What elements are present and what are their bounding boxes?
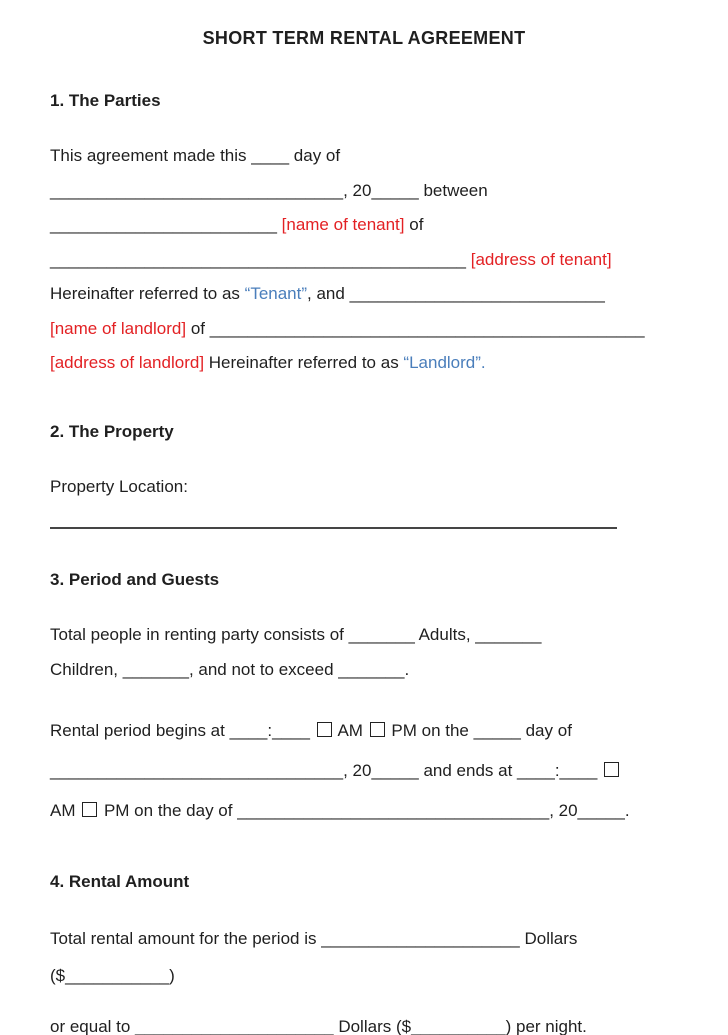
section <box>50 871 678 1035</box>
document-body <box>50 90 678 1035</box>
paragraph <box>50 470 678 505</box>
section-heading: 2. The Property <box>50 421 174 441</box>
text-run: _______________________________, 20_____ and ends at ____:____ <box>50 761 603 780</box>
form-line <box>50 618 678 653</box>
section <box>50 90 678 381</box>
paragraph <box>50 711 678 831</box>
placeholder-text: [name of landlord] <box>50 318 187 338</box>
document-title: SHORT TERM RENTAL AGREEMENT <box>202 28 526 48</box>
paragraph <box>50 527 678 529</box>
checkbox-icon[interactable] <box>317 722 332 737</box>
form-line <box>50 711 678 751</box>
placeholder-text: [address of tenant] <box>470 249 612 269</box>
text-run: AM <box>50 801 81 820</box>
text-run: ($___________) <box>50 966 175 985</box>
text-run: Total rental amount for the period is _____________________ Dollars <box>50 929 578 948</box>
paragraph <box>50 618 678 687</box>
paragraph <box>50 1008 678 1035</box>
defined-term: “Landlord”. <box>403 353 486 372</box>
fill-in-line-rule <box>50 527 617 529</box>
defined-term: “Tenant” <box>244 284 308 303</box>
text-run: Rental period begins at ____:____ <box>50 721 315 740</box>
form-line <box>50 312 678 347</box>
text-run: PM on the _____ day of <box>386 721 572 740</box>
text-run: This agreement made this ____ day of <box>50 146 341 165</box>
text-run: Children, _______, and not to exceed _______. <box>50 659 410 679</box>
text-run: ________________________ <box>50 215 282 234</box>
text-run: or equal to _____________________ Dollars ($__________) per night. <box>50 1017 587 1035</box>
form-line <box>50 751 678 791</box>
form-line <box>50 346 678 381</box>
form-line <box>50 920 678 957</box>
checkbox-icon[interactable] <box>370 722 385 737</box>
section-heading: 1. The Parties <box>50 91 161 110</box>
form-line <box>50 277 678 312</box>
form-line <box>50 208 678 243</box>
checkbox-icon[interactable] <box>82 802 97 817</box>
text-run: Hereinafter referred to as <box>204 353 404 372</box>
text-run: Property Location: <box>50 476 188 496</box>
section <box>50 421 678 530</box>
form-line <box>50 243 678 278</box>
text-run: AM <box>333 721 368 740</box>
form-line <box>50 791 678 831</box>
section <box>50 569 678 831</box>
checkbox-icon[interactable] <box>604 762 619 777</box>
text-run: , and ___________________________ <box>307 284 605 303</box>
paragraph <box>50 139 678 381</box>
section-heading: 3. Period and Guests <box>50 570 220 589</box>
paragraph <box>50 920 678 994</box>
form-line <box>50 653 678 688</box>
text-run: Hereinafter referred to as <box>50 284 245 303</box>
text-run: Total people in renting party consists of _______ Adults, _______ <box>50 625 542 644</box>
text-run: of ______________________________________________ <box>186 318 645 338</box>
form-line <box>50 1008 678 1035</box>
form-line <box>50 957 678 994</box>
form-line <box>50 139 678 174</box>
form-line <box>50 174 678 209</box>
text-run: _______________________________, 20_____ between <box>50 180 488 200</box>
section-heading: 4. Rental Amount <box>50 872 190 891</box>
placeholder-text: [name of tenant] <box>281 215 405 234</box>
text-run: PM on the day of _________________________________, 20_____. <box>99 801 630 820</box>
text-run: ____________________________________________ <box>50 249 471 269</box>
text-run: of <box>404 215 424 234</box>
placeholder-text: [address of landlord] <box>50 353 205 372</box>
form-line <box>50 470 678 505</box>
